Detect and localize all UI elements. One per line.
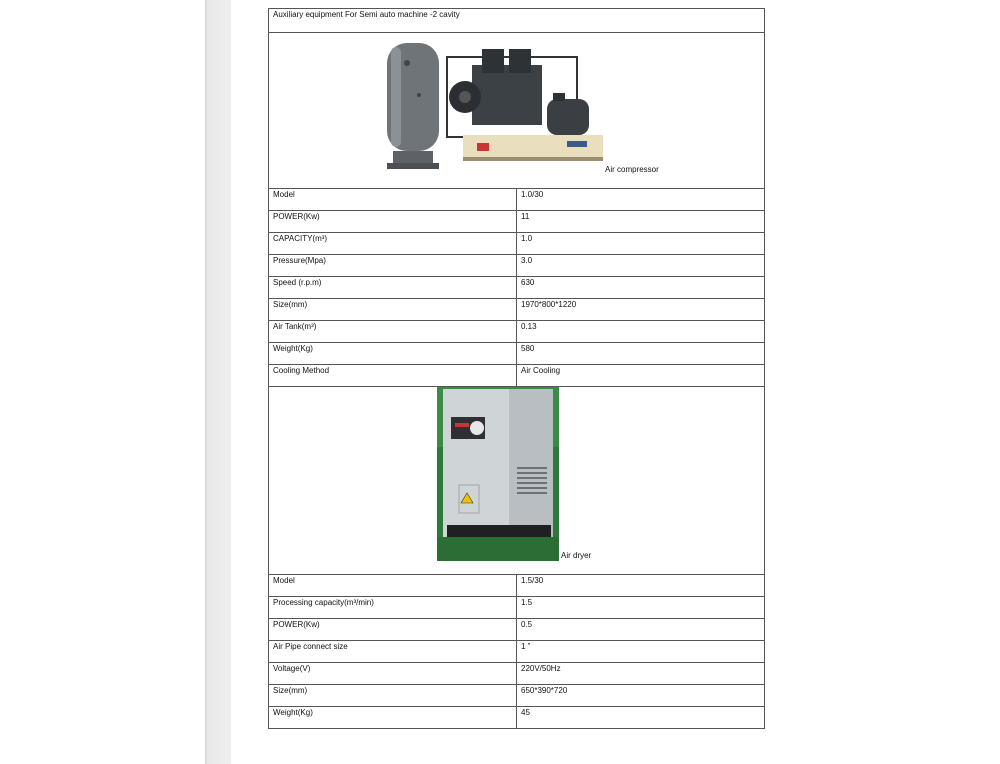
row-label: Pressure(Mpa) — [269, 255, 517, 277]
air-compressor-photo — [377, 35, 617, 185]
row-label: POWER(Kw) — [269, 211, 517, 233]
row-label: Air Tank(m³) — [269, 321, 517, 343]
row-label: Voltage(V) — [269, 663, 517, 685]
table-row — [269, 211, 765, 233]
table-row — [269, 255, 765, 277]
row-label: CAPACITY(m³) — [269, 233, 517, 255]
row-value: 580 — [517, 343, 765, 365]
table-row — [269, 277, 765, 299]
viewer-background — [0, 0, 205, 764]
row-label: Air Pipe connect size — [269, 641, 517, 663]
table-row — [269, 343, 765, 365]
compressor-image-cell — [269, 33, 765, 189]
row-label: POWER(Kw) — [269, 619, 517, 641]
row-label: Model — [269, 575, 517, 597]
row-label: Weight(Kg) — [269, 707, 517, 729]
row-label: Weight(Kg) — [269, 343, 517, 365]
row-value: 1.5/30 — [517, 575, 765, 597]
dryer-image-row — [269, 387, 765, 575]
table-row — [269, 663, 765, 685]
air-dryer-photo — [437, 387, 559, 561]
dryer-caption: Air dryer — [561, 551, 592, 560]
row-value: 1.0 — [517, 233, 765, 255]
table-row — [269, 321, 765, 343]
row-value: 0.5 — [517, 619, 765, 641]
table-row — [269, 685, 765, 707]
row-value: 11 — [517, 211, 765, 233]
row-label: Speed (r.p.m) — [269, 277, 517, 299]
row-value: 1970*800*1220 — [517, 299, 765, 321]
row-label: Size(mm) — [269, 685, 517, 707]
table-row — [269, 597, 765, 619]
row-value: 0.13 — [517, 321, 765, 343]
compressor-image-row — [269, 33, 765, 189]
row-label: Processing capacity(m³/min) — [269, 597, 517, 619]
table-row — [269, 575, 765, 597]
table-row — [269, 189, 765, 211]
title-row — [269, 9, 765, 33]
row-value: 1 ” — [517, 641, 765, 663]
row-value: 45 — [517, 707, 765, 729]
row-value: 1.0/30 — [517, 189, 765, 211]
row-label: Cooling Method — [269, 365, 517, 387]
table-row — [269, 365, 765, 387]
table-row — [269, 299, 765, 321]
row-value: 1.5 — [517, 597, 765, 619]
table-row — [269, 641, 765, 663]
document-title: Auxiliary equipment For Semi auto machine -2 cavity — [269, 9, 765, 33]
table-row — [269, 707, 765, 729]
compressor-caption: Air compressor — [605, 165, 659, 174]
row-value: 3.0 — [517, 255, 765, 277]
page-shadow-edge — [205, 0, 231, 764]
row-value: 650*390*720 — [517, 685, 765, 707]
spec-table — [268, 8, 765, 729]
row-label: Model — [269, 189, 517, 211]
dryer-image-cell — [269, 387, 765, 575]
row-label: Size(mm) — [269, 299, 517, 321]
row-value: 220V/50Hz — [517, 663, 765, 685]
row-value: Air Cooling — [517, 365, 765, 387]
table-row — [269, 233, 765, 255]
table-row — [269, 619, 765, 641]
row-value: 630 — [517, 277, 765, 299]
